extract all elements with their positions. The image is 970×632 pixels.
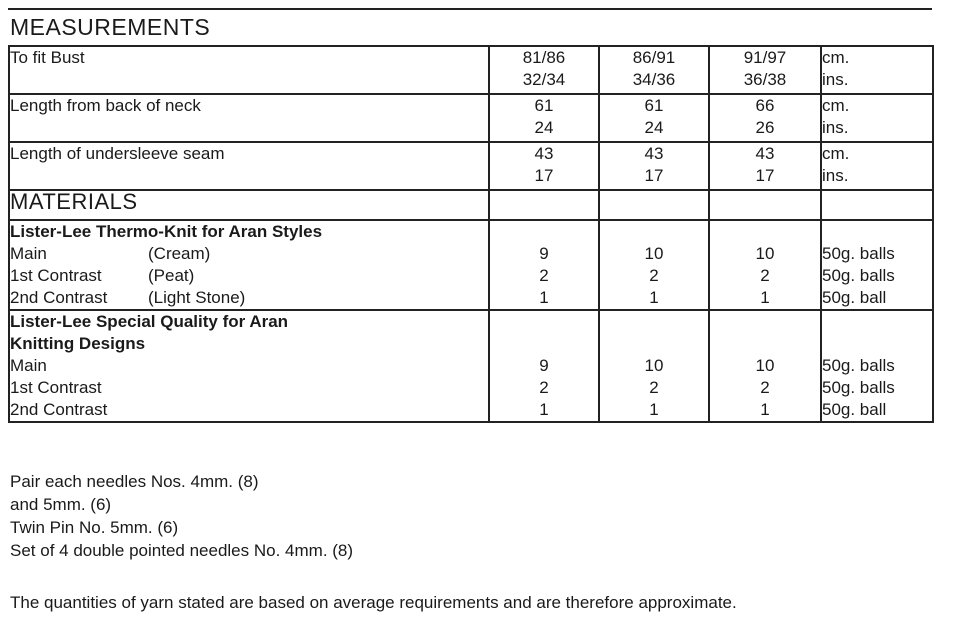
yarn-quantity-note: The quantities of yarn stated are based on average requirements and are therefore approximate. [10, 593, 737, 612]
size-cell: 86/91 34/36 [599, 46, 709, 94]
quantity-cell: 10 2 1 [709, 310, 821, 422]
yarn-group-special-quality [9, 310, 933, 422]
size-cell: 81/86 32/34 [489, 46, 599, 94]
needle-line: Twin Pin No. 5mm. (6) [10, 518, 179, 537]
empty-cell [489, 190, 599, 220]
unit-cell: 50g. balls 50g. balls 50g. ball [821, 220, 933, 310]
quantity-cell: 9 2 1 [489, 310, 599, 422]
yarn-group-title: Knitting Designs [10, 334, 146, 353]
quantity-cell: 10 2 1 [599, 220, 709, 310]
measurements-materials-table [8, 45, 934, 423]
empty-cell [709, 190, 821, 220]
quantity-cell: 10 2 1 [599, 310, 709, 422]
size-cell: 43 17 [599, 142, 709, 190]
measurement-label: To fit Bust [9, 46, 489, 94]
empty-cell [821, 190, 933, 220]
yarn-group-thermo-knit [9, 220, 933, 310]
measurement-row-bust [9, 46, 933, 94]
empty-cell [599, 190, 709, 220]
unit-cell: cm. ins. [821, 142, 933, 190]
needles-list [10, 470, 353, 562]
yarn-group-title: Lister-Lee Thermo-Knit for Aran Styles [10, 222, 323, 241]
unit-cell: cm. ins. [821, 46, 933, 94]
top-rule [8, 8, 932, 10]
size-cell: 43 17 [709, 142, 821, 190]
yarn-item: 2nd Contrast [10, 400, 108, 419]
yarn-item: 1st Contrast (Peat) [10, 266, 195, 285]
measurements-heading: MEASUREMENTS [10, 14, 211, 40]
unit-cell: cm. ins. [821, 94, 933, 142]
yarn-group-cell [9, 310, 489, 422]
yarn-item: 1st Contrast [10, 378, 102, 397]
materials-heading: MATERIALS [9, 190, 489, 220]
measurement-label: Length of undersleeve seam [9, 142, 489, 190]
measurement-row-length [9, 94, 933, 142]
needle-line: Pair each needles Nos. 4mm. (8) [10, 472, 259, 491]
quantity-cell: 10 2 1 [709, 220, 821, 310]
size-cell: 66 26 [709, 94, 821, 142]
materials-heading-row [9, 190, 933, 220]
needle-line: Set of 4 double pointed needles No. 4mm. (8) [10, 541, 354, 560]
size-cell: 91/97 36/38 [709, 46, 821, 94]
quantity-cell: 9 2 1 [489, 220, 599, 310]
yarn-item: Main [10, 356, 47, 375]
yarn-group-title: Lister-Lee Special Quality for Aran [10, 312, 289, 331]
measurement-label: Length from back of neck [9, 94, 489, 142]
measurement-row-sleeve [9, 142, 933, 190]
yarn-item: 2nd Contrast (Light Stone) [10, 288, 246, 307]
size-cell: 43 17 [489, 142, 599, 190]
size-cell: 61 24 [599, 94, 709, 142]
size-cell: 61 24 [489, 94, 599, 142]
yarn-group-cell [9, 220, 489, 310]
yarn-item: Main (Cream) [10, 244, 211, 263]
needle-line: and 5mm. (6) [10, 495, 112, 514]
unit-cell: 50g. balls 50g. balls 50g. ball [821, 310, 933, 422]
